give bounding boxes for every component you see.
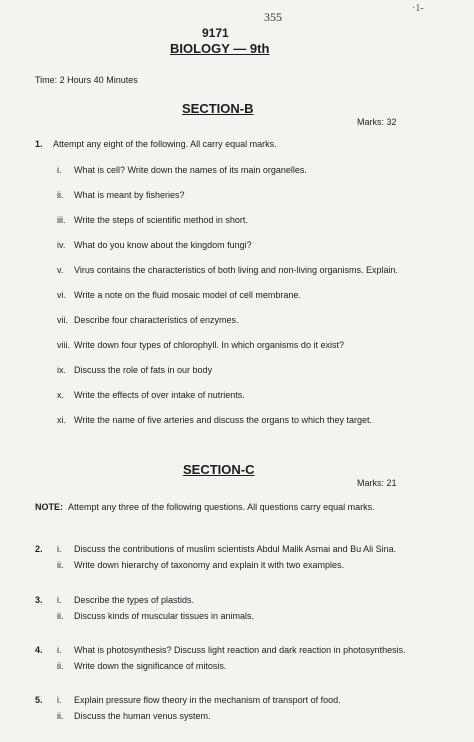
part-roman: i. <box>57 645 62 655</box>
part-roman: i. <box>57 595 62 605</box>
section-b-instruction: Attempt any eight of the following. All carry equal marks. <box>53 139 277 149</box>
item-roman: vi. <box>57 290 66 300</box>
part-roman: ii. <box>57 611 64 621</box>
question-number: 4. <box>35 645 43 655</box>
part-roman: i. <box>57 544 62 554</box>
item-roman: i. <box>57 165 62 175</box>
note-label: NOTE: <box>35 502 63 512</box>
section-b-marks: Marks: 32 <box>357 117 397 127</box>
item-roman: ix. <box>57 365 66 375</box>
paper-title: BIOLOGY — 9th <box>170 41 270 56</box>
item-roman: xi. <box>57 415 66 425</box>
question-item: Describe four characteristics of enzymes. <box>74 315 239 325</box>
question-item: Write down four types of chlorophyll. In which organisms do it exist? <box>74 340 344 350</box>
paper-code: 9171 <box>202 26 229 40</box>
item-roman: iv. <box>57 240 66 250</box>
page-number: 355 <box>264 10 282 24</box>
question-part: Explain pressure flow theory in the mechanism of transport of food. <box>74 695 341 705</box>
part-roman: ii. <box>57 711 64 721</box>
question-part: Discuss the contributions of muslim scientists Abdul Malik Asmai and Bu Ali Sina. <box>74 544 397 554</box>
part-roman: ii. <box>57 560 64 570</box>
item-roman: x. <box>57 390 65 400</box>
part-roman: ii. <box>57 661 64 671</box>
question-item: Write the steps of scientific method in short. <box>74 215 248 225</box>
question-item: Write a note on the fluid mosaic model of cell membrane. <box>74 290 301 300</box>
note-text: Attempt any three of the following questions. All questions carry equal marks. <box>68 502 375 512</box>
question-number: 5. <box>35 695 43 705</box>
question-item: What is meant by fisheries? <box>74 190 185 200</box>
question-part: Write down the significance of mitosis. <box>74 661 227 671</box>
question-part: Describe the types of plastids. <box>74 595 195 605</box>
item-roman: viii. <box>57 340 70 350</box>
corner-mark: ·1- <box>412 3 424 14</box>
section-b-heading: SECTION-B <box>182 101 254 116</box>
question-number: 1. <box>35 139 43 149</box>
section-c-marks: Marks: 21 <box>357 478 397 488</box>
question-number: 3. <box>35 595 43 605</box>
question-item: Virus contains the characteristics of both living and non-living organisms. Explain. <box>74 265 398 275</box>
question-item: Discuss the role of fats in our body <box>74 365 213 375</box>
part-roman: i. <box>57 695 62 705</box>
question-item: Write the effects of over intake of nutrients. <box>74 390 245 400</box>
question-item: What is cell? Write down the names of its main organelles. <box>74 165 307 175</box>
section-c-note <box>35 502 375 512</box>
item-roman: ii. <box>57 190 64 200</box>
item-roman: v. <box>57 265 64 275</box>
question-part: Discuss the human venus system. <box>74 711 211 721</box>
question-item: What do you know about the kingdom fungi? <box>74 240 252 250</box>
question-number: 2. <box>35 544 43 554</box>
item-roman: vii. <box>57 315 68 325</box>
question-part: What is photosynthesis? Discuss light reaction and dark reaction in photosynthesis. <box>74 645 406 655</box>
section-c-heading: SECTION-C <box>183 462 255 477</box>
question-part: Discuss kinds of muscular tissues in animals. <box>74 611 255 621</box>
question-item: Write the name of five arteries and discuss the organs to which they target. <box>74 415 372 425</box>
time-allowed: Time: 2 Hours 40 Minutes <box>35 75 138 85</box>
question-part: Write down hierarchy of taxonomy and explain it with two examples. <box>74 560 344 570</box>
item-roman: iii. <box>57 215 66 225</box>
